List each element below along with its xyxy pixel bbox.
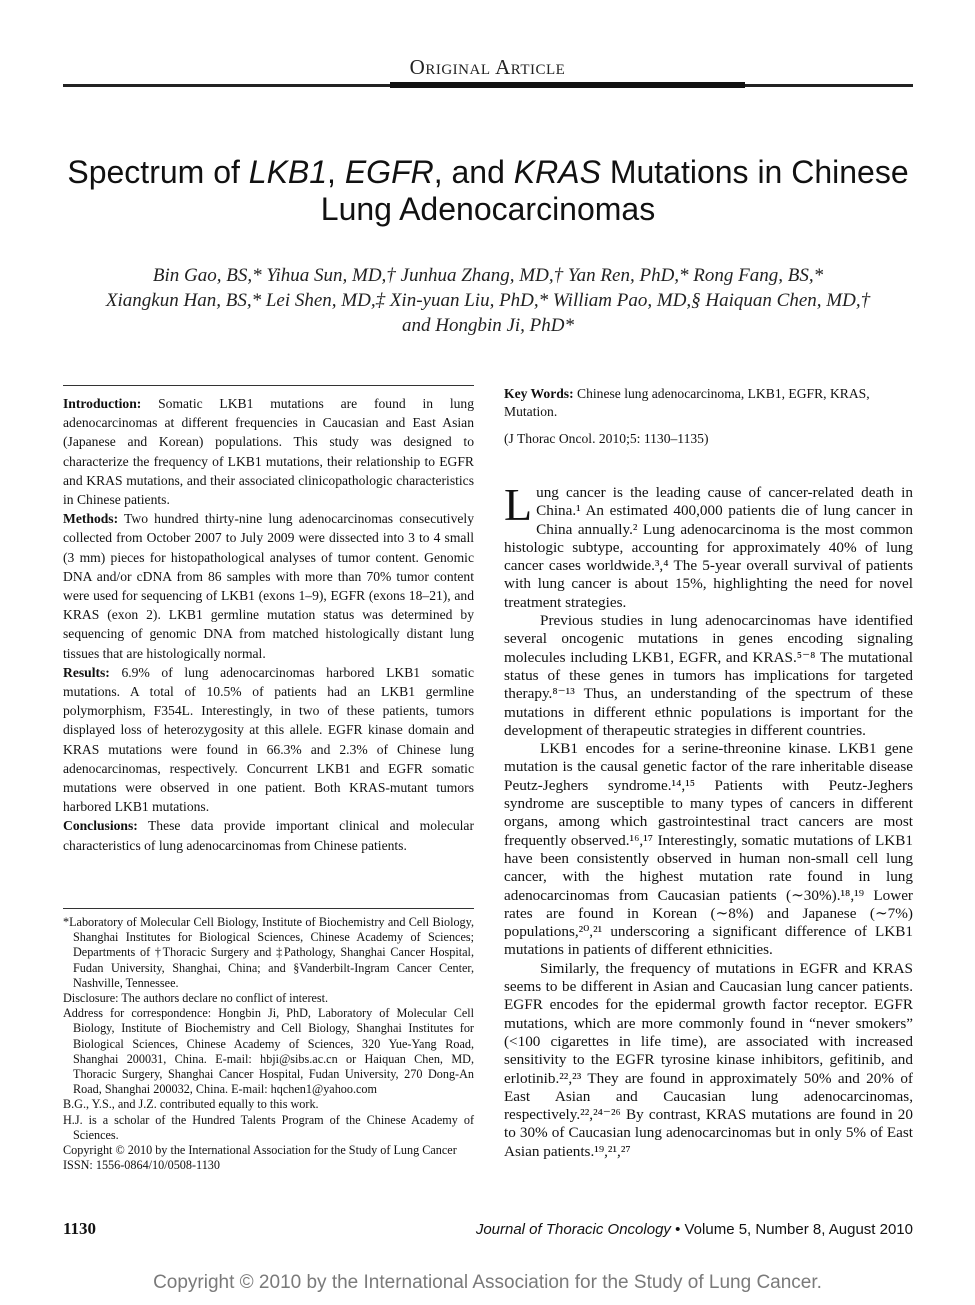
- title-text: Spectrum of: [67, 154, 249, 190]
- body-text: [504, 479, 913, 1161]
- footnote-copyright: Copyright © 2010 by the International Association for the Study of Lung Cancer: [63, 1143, 457, 1158]
- title-text: Mutations in Chinese: [600, 154, 909, 190]
- journal-name: Journal of Thoracic Oncology: [475, 1221, 671, 1238]
- footnote-affiliations: *Laboratory of Molecular Cell Biology, Institute of Biochemistry and Cell Biology, Shanghai Institutes for Biological Sciences, Chinese Academy of Sciences; Departments of †Thoracic Surgery and ‡Pathology, Shanghai Cancer Hospital, Fudan University, Shanghai, China; and §Vanderbilt-Ingram Cancer Center, Nashville, Tennessee.: [63, 915, 474, 990]
- author-line: Xiangkun Han, BS,* Lei Shen, MD,‡ Xin-yuan Liu, PhD,* William Pao, MD,§ Haiquan Chen, MD,†: [105, 290, 871, 311]
- journal-volume: • Volume 5, Number 8, August 2010: [670, 1221, 913, 1238]
- abstract-label: Introduction:: [63, 396, 142, 411]
- body-paragraph: LKB1 encodes for a serine-threonine kinase. LKB1 gene mutation is the causal genetic factor of the rare inheritable disease Peutz-Jeghers syndrome.¹⁴,¹⁵ Patients with Peutz-Jeghers syndrome are susceptible to many types of cancers in different organs, among which gastrointestinal tract cancers are most frequently observed.¹⁶,¹⁷ Interestingly, somatic mutations of LKB1 have been consistently observed in human non-small cell lung cancer, with the highest mutation rate found in lung adenocarcinomas from Caucasian patients (∼30%).¹⁸,¹⁹ Lower rates are found in Korean (∼8%) and Japanese (∼7%) populations,²⁰,²¹ underscoring a significant difference of LKB1 mutations in patients of different ethnicities.: [504, 740, 913, 959]
- abstract-conclusions: [63, 816, 474, 854]
- abstract-rule: [63, 385, 474, 386]
- abstract-text: These data provide important clinical and molecular characteristics of lung adenocarcinomas from Chinese patients.: [63, 818, 474, 853]
- copyright-watermark: Copyright © 2010 by the International Association for the Study of Lung Cancer.: [153, 1272, 822, 1293]
- abstract-label: Conclusions:: [63, 818, 138, 834]
- title-line2: Lung Adenocarcinomas: [320, 191, 656, 227]
- abstract-introduction: [63, 394, 474, 509]
- section-label: Original Article: [409, 55, 566, 79]
- drop-cap: L: [504, 479, 533, 530]
- title-gene-lkb1: LKB1: [248, 154, 328, 190]
- footnote-equal-contribution: B.G., Y.S., and J.Z. contributed equally to this work.: [63, 1097, 319, 1112]
- abstract-text: 6.9% of lung adenocarcinomas harbored LKB1 somatic mutations. A total of 10.5% of patients had an LKB1 germline polymorphism, F354L. Interestingly, in two of these patients, tumors displayed loss of heterozygosity at this allele. EGFR kinase domain and KRAS mutations were found in 66.3% and 2.3% of Chinese lung adenocarcinomas, respectively. Concurrent LKB1 and EGFR somatic mutations were observed in one patient. Both KRAS-mutant tumors harbored LKB1 mutations.: [63, 664, 474, 815]
- footnote-disclosure: Disclosure: The authors declare no conflict of interest.: [63, 991, 329, 1006]
- page-number: 1130: [63, 1219, 97, 1238]
- body-text-span: ung cancer is the leading cause of cancer-related death in China.¹ An estimated 400,000 patients die of lung cancer in China annually.² Lung adenocarcinoma is the most common histologic subtype, accounting for approximately 40% of lung cancer cases worldwide.³,⁴ The 5-year overall survival of patients with lung cancer is about 15%, highlighting the need for novel treatment strategies.: [504, 484, 913, 611]
- header-rule-accent: [390, 82, 745, 88]
- title-gene-egfr: EGFR: [344, 154, 434, 190]
- footnote-scholar: H.J. is a scholar of the Hundred Talents Program of the Chinese Academy of Sciences.: [63, 1112, 474, 1142]
- body-paragraph: Previous studies in lung adenocarcinomas have identified several oncogenic mutations in genes encoding signaling molecules including LKB1, EGFR, and KRAS.⁵⁻⁸ The mutational status of these genes in tumors has implications for targeted therapy.⁸⁻¹³ Thus, an understanding of the spectrum of these mutations in different ethnic populations is important for the development of therapeutic strategies in different countries.: [504, 612, 913, 739]
- abstract-text: Two hundred thirty-nine lung adenocarcinomas consecutively collected from October 2007 to July 2009 were dissected into 3 to 4 small (3 mm) pieces for histopathological analyses of tumor content. Genomic DNA and/or cDNA from 86 samples with more than 70% tumor content were used for sequencing of LKB1 (exons 1–9), EGFR (exons 18–21), and KRAS (exon 2). LKB1 germline mutation status was determined by sequencing of genomic DNA from matched histologically distant lung tissues that are histologically normal.: [63, 511, 474, 661]
- footnote-correspondence: Address for correspondence: Hongbin Ji, PhD, Laboratory of Molecular Cell Biology, Institute of Biochemistry and Cell Biology, Shanghai Institutes for Biological Sciences, Chinese Academy of Sciences, 320 Yue-Yang Road, Shanghai 200031, China. E-mail: hbji@sibs.ac.cn or Haiquan Chen, MD, Thoracic Surgery, Shanghai Cancer Hospital, Fudan University, 270 Dong-An Road, Shanghai 200032, China. E-mail: hqchen1@yahoo.com: [63, 1006, 474, 1097]
- citation: (J Thorac Oncol. 2010;5: 1130–1135): [504, 431, 709, 446]
- abstract: [63, 394, 474, 855]
- keywords-label: Key Words:: [504, 386, 574, 401]
- abstract-label: Results:: [63, 664, 110, 680]
- journal-footer: [476, 1221, 913, 1238]
- title-gene-kras: KRAS: [513, 154, 601, 190]
- author-line: and Hongbin Ji, PhD*: [401, 315, 575, 336]
- abstract-methods: [63, 509, 474, 663]
- keywords-text: Chinese lung adenocarcinoma, LKB1, EGFR, KRAS, Mutation.: [504, 386, 870, 419]
- title-text: , and: [433, 154, 514, 190]
- abstract-column: [63, 385, 474, 855]
- keywords: [504, 385, 913, 420]
- body-paragraph: [504, 479, 913, 612]
- author-line: Bin Gao, BS,* Yihua Sun, MD,† Junhua Zhang, MD,† Yan Ren, PhD,* Rong Fang, BS,*: [152, 265, 824, 286]
- footnotes: [63, 908, 474, 1173]
- keywords-block: [504, 385, 913, 448]
- author-list: [63, 263, 913, 338]
- title-text: ,: [327, 154, 345, 190]
- footnote-issn: ISSN: 1556-0864/10/0508-1130: [63, 1158, 220, 1173]
- abstract-label: Methods:: [63, 511, 119, 527]
- article-title: [63, 154, 913, 228]
- body-paragraph: Similarly, the frequency of mutations in EGFR and KRAS seems to be different in Asian and Caucasian lung cancer patients. EGFR encodes for the epidermal growth factor receptor. EGFR mutations, which are more commonly found in “never smokers” (<100 cigarettes in life time), are associated with increased sensitivity to the EGFR tyrosine kinase inhibitors, gefitinib, and erlotinib.²²,²³ They are found in approximately 50% and 20% of East Asian and Caucasian lung adenocarcinomas, respectively.²²,²⁴⁻²⁶ By contrast, KRAS mutations are found in 20 to 30% of Caucasian lung adenocarcinomas but in only 5% of East Asian patients.¹⁹,²¹,²⁷: [504, 959, 913, 1160]
- abstract-text: Somatic LKB1 mutations are found in lung adenocarcinomas at different frequencies in Caucasian and East Asian (Japanese and Korean) populations. This study was designed to characterize the frequency of LKB1 mutations, their relationship to EGFR and KRAS mutations, and their associated clinicopathologic characteristics in Chinese patients.: [63, 396, 474, 508]
- abstract-results: [63, 663, 474, 817]
